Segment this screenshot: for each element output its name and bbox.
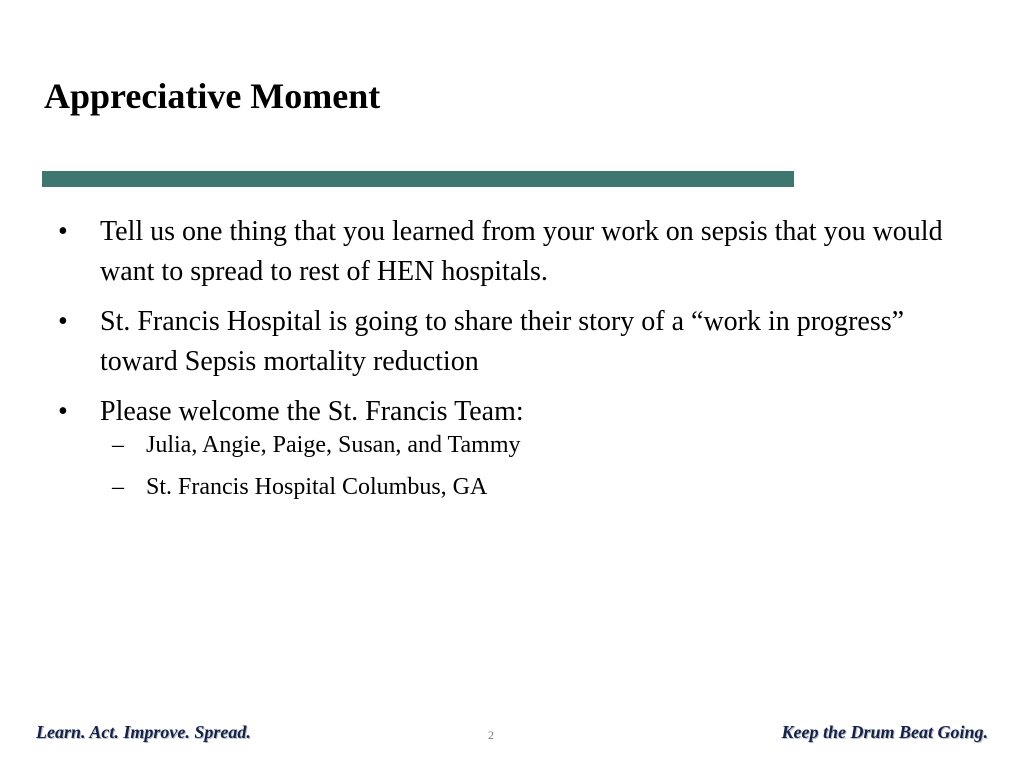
footer-tagline-right: Keep the Drum Beat Going. xyxy=(781,722,988,742)
sub-bullet-item xyxy=(100,428,972,462)
bullet-item xyxy=(52,302,972,382)
bullet-list xyxy=(52,212,972,514)
bullet-marker: • xyxy=(58,216,68,247)
bullet-text: St. Francis Hospital is going to share their story of a “work in progress” toward Sepsis mortality reduction xyxy=(100,306,905,377)
bullet-item xyxy=(52,212,972,292)
sub-bullet-text: Julia, Angie, Paige, Susan, and Tammy xyxy=(146,432,521,458)
slide-title: Appreciative Moment xyxy=(44,76,381,116)
dash-marker: – xyxy=(112,474,124,500)
bullet-text: Please welcome the St. Francis Team: xyxy=(100,396,524,427)
bullet-item xyxy=(52,392,972,504)
page-number: 2 xyxy=(488,728,494,742)
bullet-marker: • xyxy=(58,396,68,427)
sub-bullet-item xyxy=(100,470,972,504)
sub-bullet-text: St. Francis Hospital Columbus, GA xyxy=(146,474,488,500)
dash-marker: – xyxy=(112,432,124,458)
title-underline-bar xyxy=(42,171,794,187)
bullet-marker: • xyxy=(58,306,68,337)
bullet-text: Tell us one thing that you learned from your work on sepsis that you would want to spread to rest of HEN hospitals. xyxy=(100,216,943,287)
footer-tagline-left: Learn. Act. Improve. Spread. xyxy=(36,722,251,742)
sub-bullet-list xyxy=(100,428,972,504)
